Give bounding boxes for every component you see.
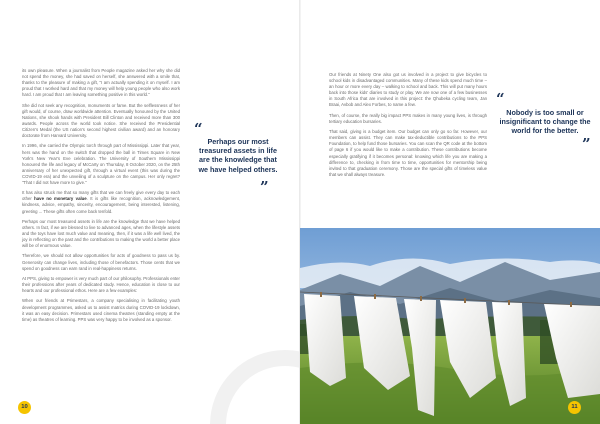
right-body-column bbox=[329, 72, 487, 182]
left-paragraph-7: At PPS, giving to empower is very much part of our philosophy. Professionals enter their professions after years of dedicated study. Hence, education is close to our hearts and our professional ethos. Here are a few examples: bbox=[22, 275, 180, 294]
left-body-column bbox=[22, 68, 180, 327]
open-quote-icon: “ bbox=[496, 90, 505, 108]
left-paragraph-8: When our friends at Primestars, a company specialising in facilitating youth development programmes, asked us to assist matrics during COVID-19 lockdown, it was an easy decision. Primestars used cinema theatres (standing empty at the time) as theatres of learning. PPS was very happy to be involved as a sponsor. bbox=[22, 298, 180, 322]
open-quote-icon: “ bbox=[194, 120, 203, 138]
right-paragraph-3: That said, giving is a budget item. Our budget can only go so far. However, our members can assist. They can make tax-deductible contributions to the PPS Foundation, to help fund those bursaries. You can scan the QR code at the bottom of page 6 if you would like to make a contribution. These contributions become especially gratifying if it becomes personal: knowing which life you are making a difference to, checking in from time to time, opportunities for mentorship being invited to that graduation ceremony. Those are the special gifts of timeless value that we shall always treasure. bbox=[329, 129, 487, 177]
laundry-photo-icon bbox=[300, 228, 600, 424]
decorative-circle bbox=[210, 350, 300, 424]
close-quote-icon: ” bbox=[260, 178, 269, 196]
left-paragraph-3: In 1996, she carried the Olympic torch through part of Mississippi. Later that year, hers was the hand on the switch that dropped the ball in Times Square in New York's New Year's Eve celebration. The University of Southern Mississippi honoured the life and legacy of McCarty on Thursday, 8 October 2020, on the 25th anniversary of her unexpected gift, through a virtual event (this was during the COVID-19 era) and the unveiling of a sculpture on the campus. Her only regret? "That I did not have more to give." bbox=[22, 143, 180, 185]
page-number-left: 10 bbox=[18, 401, 31, 414]
right-paragraph-1: Our friends at Ninety One also got us involved in a project to give bicycles to school kids in disadvantaged communities. Many of these kids spend much time – an hour or more every day – walking to school and back. This will put many hours back into those kids' diaries to study or play. We are now one of a few businesses in South Africa that are involved in this project: the Qhubeka cycling team, Jan Braai, Avbob and Alex Forbes, to name a few. bbox=[329, 72, 487, 108]
left-paragraph-5: Perhaps our most treasured assets in life are the knowledge that we have helped others. In fact, if we are blessed to live to advanced ages, when the lifestyle assets and the toys have lost much value and meaning, then, if it was a life well lived, the joy in reflecting on the past and the contributions to making the world a better place will be of enormous value. bbox=[22, 218, 180, 249]
left-paragraph-4: It has also struck me that so many gifts that we can freely give every day to each other have no monetary value. It is gifts like recognition, acknowledgement, kindness, advice, empathy, sincerity, encouragement, being interested, listening, greeting ... These gifts often come back tenfold. bbox=[22, 190, 180, 214]
left-paragraph-2: She did not seek any recognition, monuments or fame. But the selflessness of her gift would, of course, draw worldwide attention. Eventually honoured by the United Nations, she shook hands with President Bill Clinton and received more than 300 awards. People across the world took notice. She received the Presidential Citizen's Medal (the US nation's second highest civilian award) and an honorary doctorate from Harvard University. bbox=[22, 102, 180, 139]
left-paragraph-1: its own pleasure. When a journalist from People magazine asked her why she did not spend the money, she had saved on herself, she answered with a smile that, thanks to the pleasure of making a gift, "I am actually spending it on myself. I am proud that I worked hard and that my money will help young people who also work hard. I am proud that I am leaving something positive in this world." bbox=[22, 68, 180, 98]
page-number-right: 11 bbox=[568, 401, 581, 414]
close-quote-icon: ” bbox=[582, 135, 591, 153]
left-paragraph-6: Therefore, we should not allow opportunities for acts of goodness to pass us by. Generosity can change lives, including those of benefactors. Those cents that we spend on goodness can earn rand in real-happiness returns. bbox=[22, 253, 180, 271]
emphasis-text: have no monetary value bbox=[34, 196, 87, 202]
left-pullquote: Perhaps our most treasured assets in life are the knowledge that we have helped others. bbox=[198, 137, 278, 174]
right-paragraph-2: Then, of course, the really big impact PPS makes in many young lives, is through tertiary education bursaries. bbox=[329, 112, 487, 124]
right-pullquote: Nobody is too small or insignificant to change the world for the better. bbox=[499, 108, 591, 136]
